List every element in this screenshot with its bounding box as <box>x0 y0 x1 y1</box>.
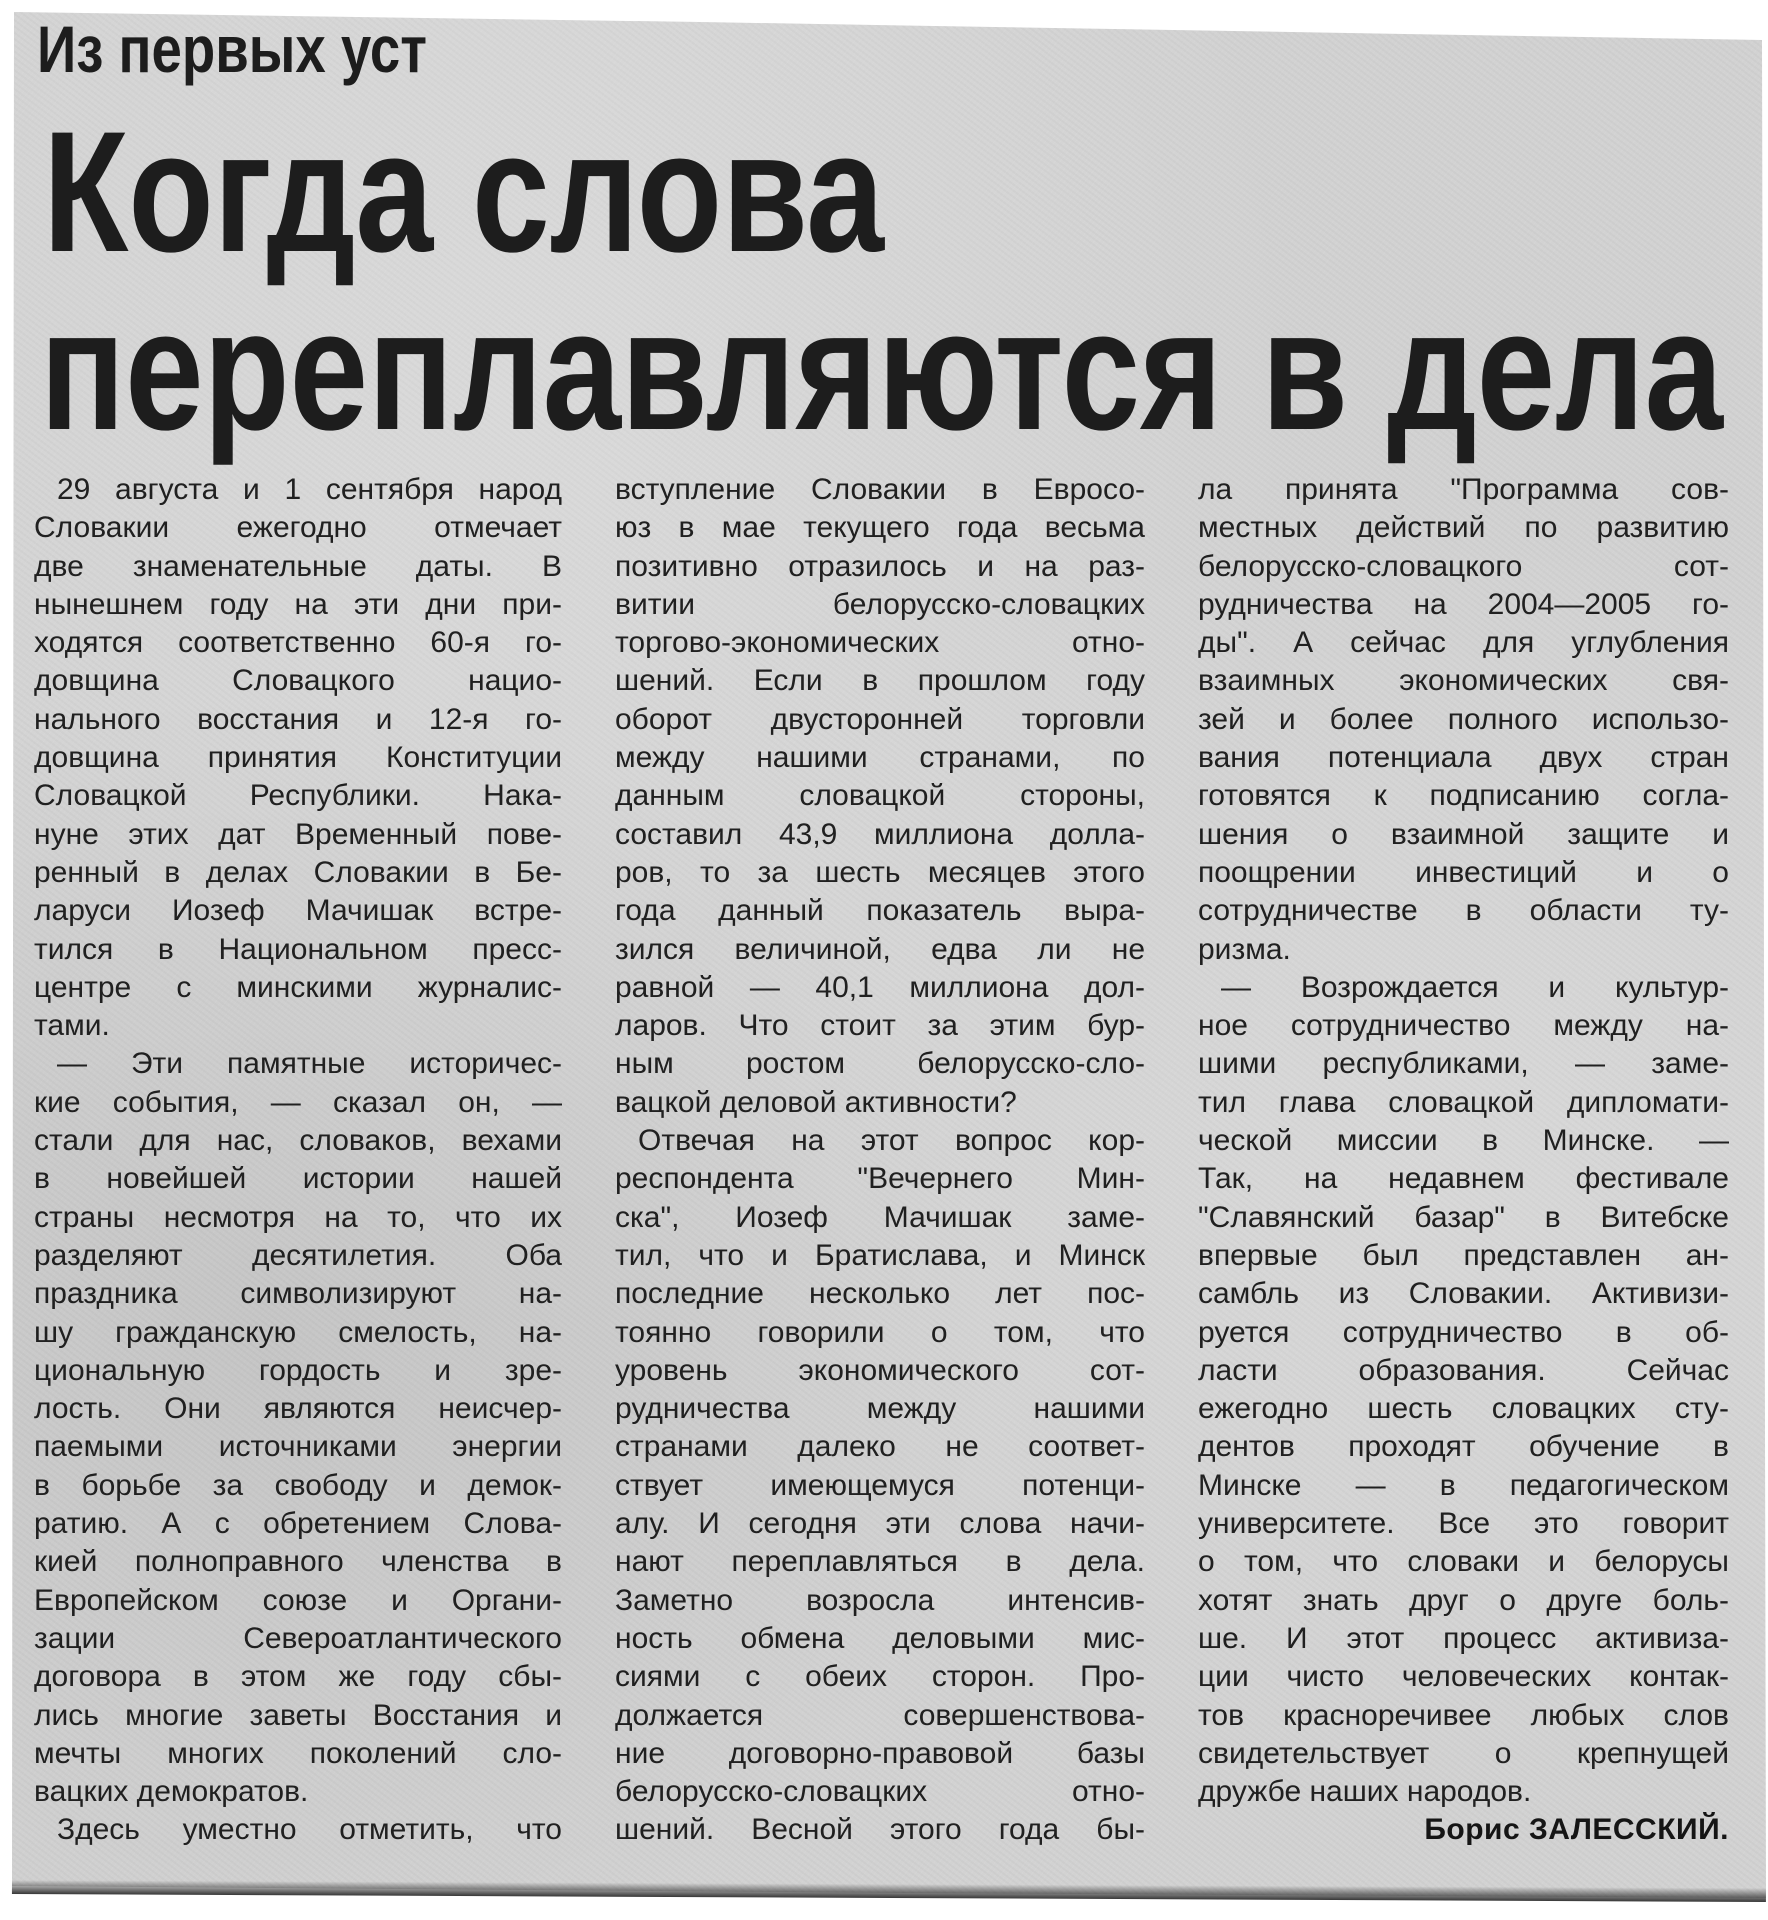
text-line: довщина Словацкого нацио- <box>34 664 562 698</box>
paragraph <box>1198 969 1729 1812</box>
text-line: впервые был представлен ан- <box>1198 1238 1729 1272</box>
text-line: респондента "Вечернего Мин- <box>615 1162 1145 1196</box>
text-line: Отвечая на этот вопрос кор- <box>638 1124 1145 1158</box>
text-line: самбль из Словакии. Активизи- <box>1198 1277 1729 1311</box>
text-line: вступление Словакии в Евросо- <box>615 473 1145 506</box>
text-line: нынешнем году на эти дни при- <box>34 587 562 621</box>
text-line: ное сотрудничество между на- <box>1198 1009 1729 1043</box>
text-line: алу. И сегодня эти слова начи- <box>615 1507 1145 1541</box>
text-line: между нашими странами, по <box>615 741 1145 775</box>
text-line: взаимных экономических свя- <box>1198 664 1729 698</box>
text-line: ежегодно шесть словацких сту- <box>1198 1392 1729 1426</box>
text-line: стали для нас, словаков, вехами <box>34 1124 562 1158</box>
text-line: две знаменательные даты. В <box>34 549 562 583</box>
text-line: тоянно говорили о том, что <box>615 1315 1145 1349</box>
text-line: вания потенциала двух стран <box>1198 741 1729 775</box>
text-line: уровень экономического сот- <box>615 1353 1145 1387</box>
text-line: ла принята "Программа сов- <box>1198 473 1729 506</box>
text-line: ции чисто человеческих контак- <box>1198 1660 1729 1694</box>
text-line: лись многие заветы Восстания и <box>34 1698 562 1732</box>
text-line: странами далеко не соответ- <box>615 1430 1145 1464</box>
text-line: равной — 40,1 миллиона дол- <box>615 970 1145 1004</box>
text-line: нального восстания и 12-я го- <box>34 702 562 736</box>
text-line: ность обмена деловыми мис- <box>615 1621 1145 1655</box>
paragraph <box>615 1122 1145 1850</box>
text-line: сотрудничестве в области ту- <box>1198 894 1729 928</box>
text-line: в новейшей истории нашей <box>34 1162 562 1196</box>
text-line: — Возрождается и культур- <box>1221 970 1729 1004</box>
text-line: в борьбе за свободу и демок- <box>34 1468 562 1502</box>
text-line: кией полноправного членства в <box>34 1545 562 1579</box>
text-line: Словацкой Республики. Нака- <box>34 779 562 813</box>
text-line: шения о взаимной защите и <box>1198 817 1729 851</box>
text-line: договора в этом же году сбы- <box>34 1660 562 1694</box>
text-line: белорусско-словацкого сот- <box>1198 549 1729 583</box>
text-line: нают переплавляться в дела. <box>615 1545 1145 1579</box>
text-line: руется сотрудничество в об- <box>1198 1315 1729 1349</box>
headline-line-2-text: переплавляются в дела <box>40 274 1723 466</box>
text-line: местных действий по развитию <box>1198 511 1729 545</box>
text-line: тами. <box>34 1009 110 1043</box>
text-line: "Славянский базар" в Витебске <box>1198 1200 1729 1234</box>
text-line: тил, что и Братислава, и Минск <box>615 1238 1145 1272</box>
text-line: белорусско-словацких отно- <box>615 1775 1145 1809</box>
text-line: зей и более полного использо- <box>1198 702 1729 736</box>
text-line: Европейском союзе и Органи- <box>34 1583 562 1617</box>
text-line: ды". А сейчас для углубления <box>1198 626 1729 660</box>
text-line: ларуси Иозеф Мачишак встре- <box>34 894 562 928</box>
headline-line-2 <box>40 274 1723 466</box>
text-line: страны несмотря на то, что их <box>34 1200 562 1234</box>
text-line: рудничества между нашими <box>615 1392 1145 1426</box>
text-line: зации Североатлантического <box>34 1621 562 1655</box>
text-line: ларов. Что стоит за этим бур- <box>615 1009 1145 1043</box>
article-column-1 <box>34 471 562 1850</box>
text-line: ризма. <box>1198 932 1291 966</box>
text-line: витии белорусско-словацких <box>615 587 1145 621</box>
text-line: ствует имеющемуся потенци- <box>615 1468 1145 1502</box>
text-line: тил глава словацкой дипломати- <box>1198 1085 1729 1119</box>
text-line: данным словацкой стороны, <box>615 779 1145 813</box>
text-line: вацкой деловой активности? <box>615 1085 1017 1119</box>
text-line: паемыми источниками энергии <box>34 1430 562 1464</box>
text-line: сиями с обеих сторон. Про- <box>615 1660 1145 1694</box>
text-line: поощрении инвестиций и о <box>1198 855 1729 889</box>
text-line: о том, что словаки и белорусы <box>1198 1545 1729 1579</box>
text-line: ласти образования. Сейчас <box>1198 1353 1729 1387</box>
text-line: тов красноречивее любых слов <box>1198 1698 1729 1732</box>
paragraph <box>1198 471 1729 969</box>
text-line: кие события, — сказал он, — <box>34 1085 562 1119</box>
text-line: ным ростом белорусско-сло- <box>615 1047 1145 1081</box>
text-line: последние несколько лет пос- <box>615 1277 1145 1311</box>
text-line: мечты многих поколений сло- <box>34 1736 562 1770</box>
text-line: Так, на недавнем фестивале <box>1198 1162 1729 1196</box>
text-line: шу гражданскую смелость, на- <box>34 1315 562 1349</box>
text-line: дружбе наших народов. <box>1198 1775 1532 1809</box>
article-column-2 <box>615 471 1145 1850</box>
text-line: хотят знать друг о друге боль- <box>1198 1583 1729 1617</box>
text-line: шений. Если в прошлом году <box>615 664 1145 698</box>
text-line: рудничества на 2004—2005 го- <box>1198 587 1729 621</box>
text-line: Здесь уместно отметить, что <box>57 1813 562 1847</box>
text-line: дентов проходят обучение в <box>1198 1430 1729 1464</box>
text-line: лость. Они являются неисчер- <box>34 1392 562 1426</box>
text-line: шими республиками, — заме- <box>1198 1047 1729 1081</box>
text-line: готовятся к подписанию согла- <box>1198 779 1729 813</box>
text-line: свидетельствует о крепнущей <box>1198 1736 1729 1770</box>
section-kicker <box>37 12 427 86</box>
text-line: ние договорно-правовой базы <box>615 1736 1145 1770</box>
text-line: оборот двусторонней торговли <box>615 702 1145 736</box>
text-line: Заметно возросла интенсив- <box>615 1583 1145 1617</box>
author-byline: Борис ЗАЛЕССКИЙ. <box>1424 1813 1729 1847</box>
paragraph <box>34 1811 562 1849</box>
text-line: должается совершенствова- <box>615 1698 1145 1732</box>
text-line: ска", Иозеф Мачишак заме- <box>615 1200 1145 1234</box>
section-kicker-text: Из первых уст <box>37 12 427 86</box>
text-line: ходятся соответственно 60-я го- <box>34 626 562 660</box>
text-line: шений. Весной этого года бы- <box>615 1813 1145 1847</box>
text-line: вацких демократов. <box>34 1775 309 1809</box>
text-line: нуне этих дат Временный пове- <box>34 817 562 851</box>
text-line: позитивно отразилось и на раз- <box>615 549 1145 583</box>
text-line: довщина принятия Конституции <box>34 741 562 775</box>
text-line: ше. И этот процесс активиза- <box>1198 1621 1729 1655</box>
text-line: юз в мае текущего года весьма <box>615 511 1145 545</box>
text-line: ренный в делах Словакии в Бе- <box>34 855 562 889</box>
text-line: года данный показатель выра- <box>615 894 1145 928</box>
text-line: Словакии ежегодно отмечает <box>34 511 562 545</box>
text-line: ческой миссии в Минске. — <box>1198 1124 1729 1158</box>
text-line: тился в Национальном пресс- <box>34 932 562 966</box>
text-line: праздника символизируют на- <box>34 1277 562 1311</box>
text-line: университете. Все это говорит <box>1198 1507 1729 1541</box>
text-line: торгово-экономических отно- <box>615 626 1145 660</box>
text-line: циональную гордость и зре- <box>34 1353 562 1387</box>
paragraph <box>615 471 1145 1122</box>
text-line: составил 43,9 миллиона долла- <box>615 817 1145 851</box>
text-line: Минске — в педагогическом <box>1198 1468 1729 1502</box>
text-line: — Эти памятные историчес- <box>57 1047 562 1081</box>
paragraph <box>34 1045 562 1811</box>
text-line: центре с минскими журналис- <box>34 970 562 1004</box>
text-line: разделяют десятилетия. Оба <box>34 1238 562 1272</box>
headline-line-1-text: Когда слова <box>43 96 884 288</box>
headline-line-1 <box>43 96 884 288</box>
text-line: 29 августа и 1 сентября народ <box>57 473 562 506</box>
article-column-3 <box>1198 471 1729 1850</box>
text-line: ров, то за шесть месяцев этого <box>615 855 1145 889</box>
paragraph <box>34 471 562 1045</box>
text-line: зился величиной, едва ли не <box>615 932 1145 966</box>
text-line: ратию. А с обретением Слова- <box>34 1507 562 1541</box>
